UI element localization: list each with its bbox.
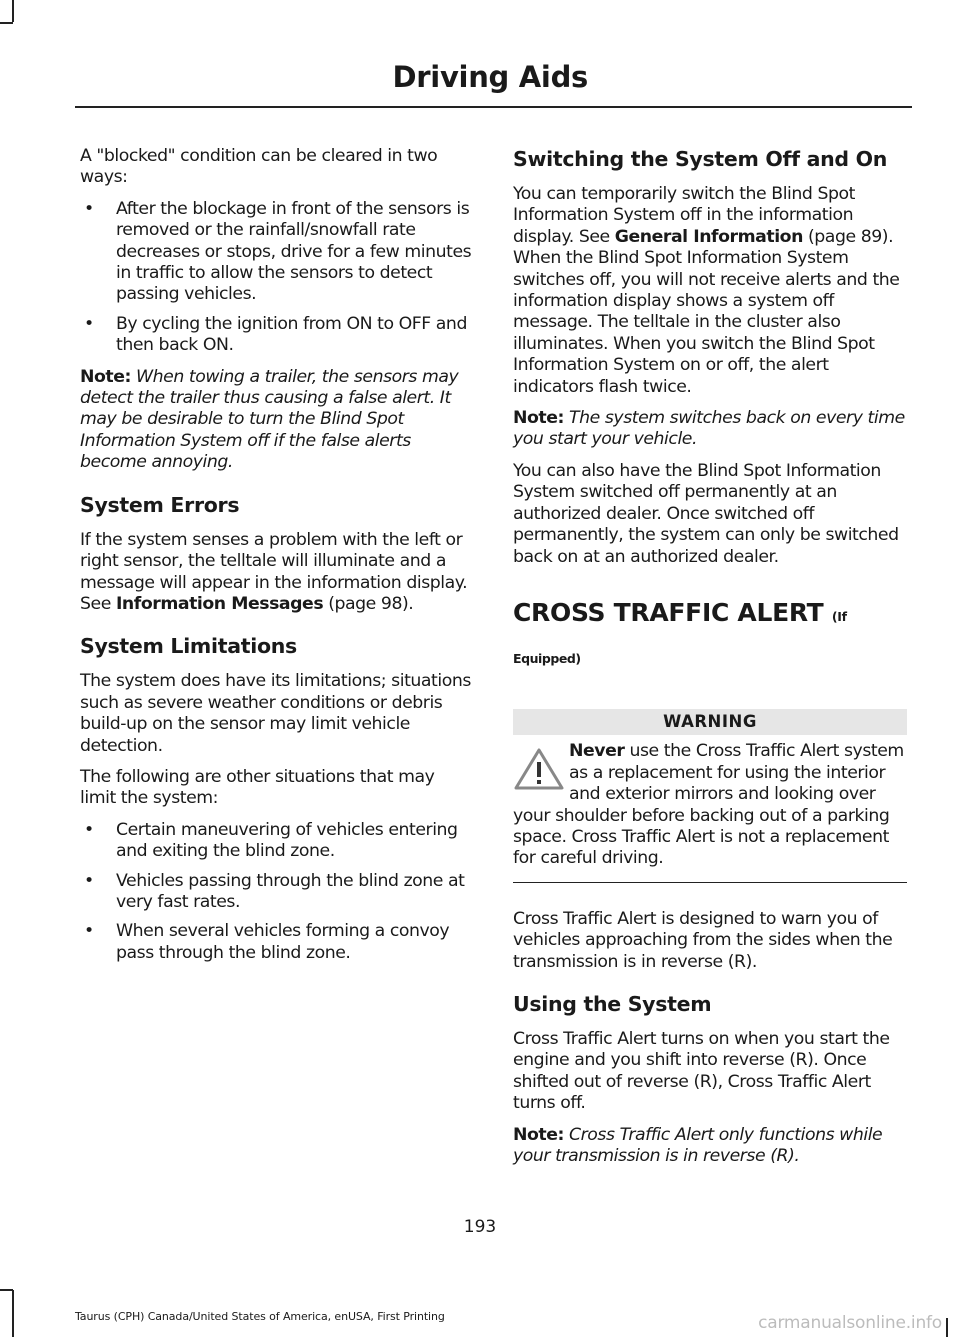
page-number: 193 xyxy=(463,1217,497,1237)
note-label: Note: xyxy=(80,366,131,387)
note-text: Cross Traffic Alert only functions while your transmission is in reverse (R). xyxy=(513,1124,883,1166)
crop-mark-top-left-v xyxy=(12,0,14,22)
page-title: Driving Aids xyxy=(392,60,588,94)
switching-text: You can temporarily switch the Blind Spot Information System off in the information display. See General Information (page 89). When the Blind Spot Information System switches off, you will not receive alerts and the information display shows a system off message. The telltale in the cluster also illuminates. When you switch the Blind Spot Information System on or off, the alert indicators flash twice. xyxy=(513,184,900,397)
general-information-link[interactable]: General Information xyxy=(614,226,803,247)
limitations-other: The following are other situations that may limit the system: xyxy=(80,766,435,809)
limitations-list xyxy=(80,820,474,964)
warning-box xyxy=(513,741,907,882)
if-equipped: (If xyxy=(831,608,847,624)
note-label: Note: xyxy=(513,1124,564,1145)
crop-mark-bottom-left-h xyxy=(0,1289,13,1291)
using-system-heading: Using the System xyxy=(513,991,712,1016)
crop-mark-bottom-left-v xyxy=(12,1290,14,1337)
list-item: • Certain maneuvering of vehicles entering and exiting the blind zone. xyxy=(80,820,474,863)
warning-header: WARNING xyxy=(513,709,907,735)
right-column xyxy=(513,146,907,1177)
header-divider xyxy=(75,106,912,108)
restart-note xyxy=(513,408,907,451)
watermark: carmanualsonline.info xyxy=(758,1313,942,1333)
reverse-note xyxy=(513,1125,907,1168)
note-text: When towing a trailer, the sensors may detect the trailer thus causing a false alert. It may be desirable to turn the Blind Spot Information System off if the false alerts become annoying. xyxy=(80,366,459,473)
using-system-text: Cross Traffic Alert turns on when you start the engine and you shift into reverse (R). Once shifted out of reverse (R), Cross Traffic Alert turns off. xyxy=(513,1028,890,1114)
system-errors-text: If the system senses a problem with the left or right sensor, the telltale will illuminate and a message will appear in the information display. See Information Messages (page 98). xyxy=(80,529,468,614)
list-item: • After the blockage in front of the sensors is removed or the rainfall/snowfall rate decreases or stops, drive for a few minutes in traffic to allow the sensors to detect passing vehicles. xyxy=(80,199,474,306)
left-column xyxy=(80,146,474,974)
cta-description: Cross Traffic Alert is designed to warn you of vehicles approaching from the sides when the transmission is in reverse (R). xyxy=(513,908,893,972)
equipped-label: Equipped) xyxy=(513,650,581,666)
system-limitations-heading: System Limitations xyxy=(80,634,297,659)
warning-triangle-icon xyxy=(513,747,565,791)
crop-mark-top-left-h xyxy=(0,22,13,24)
cross-traffic-alert-heading: CROSS TRAFFIC ALERT (If xyxy=(513,597,847,627)
blocked-intro: A "blocked" condition can be cleared in two ways: xyxy=(80,146,438,188)
system-errors-heading: System Errors xyxy=(80,492,240,517)
note-label: Note: xyxy=(513,408,564,429)
list-item: • When several vehicles forming a convoy pass through the blind zone. xyxy=(80,921,474,964)
list-item: • By cycling the ignition from ON to OFF and then back ON. xyxy=(80,314,474,357)
switching-heading: Switching the System Off and On xyxy=(513,147,888,171)
blocked-list xyxy=(80,199,474,357)
note-text: The system switches back on every time you start your vehicle. xyxy=(513,408,905,450)
warning-text: Never use the Cross Traffic Alert system as a replacement for using the interior and exterior mirrors and looking over your shoulder before backing out of a parking space. Cross Traffic Alert is not a replacement for careful driving. xyxy=(513,741,904,869)
towing-note xyxy=(80,367,474,474)
limitations-text: The system does have its limitations; situations such as severe weather conditions or debris build-up on the sensor may limit vehicle detection. xyxy=(80,671,471,756)
permanent-off-text: You can also have the Blind Spot Information System switched off permanently at an authorized dealer. Once switched off permanently, the system can only be switched back on at an authorized dealer. xyxy=(513,460,899,567)
list-item: • Vehicles passing through the blind zone at very fast rates. xyxy=(80,871,474,914)
information-messages-link[interactable]: Information Messages xyxy=(115,593,324,614)
edition-footer: Taurus (CPH) Canada/United States of America, enUSA, First Printing xyxy=(75,1310,445,1323)
crop-mark-bottom-right-v xyxy=(946,1318,948,1337)
